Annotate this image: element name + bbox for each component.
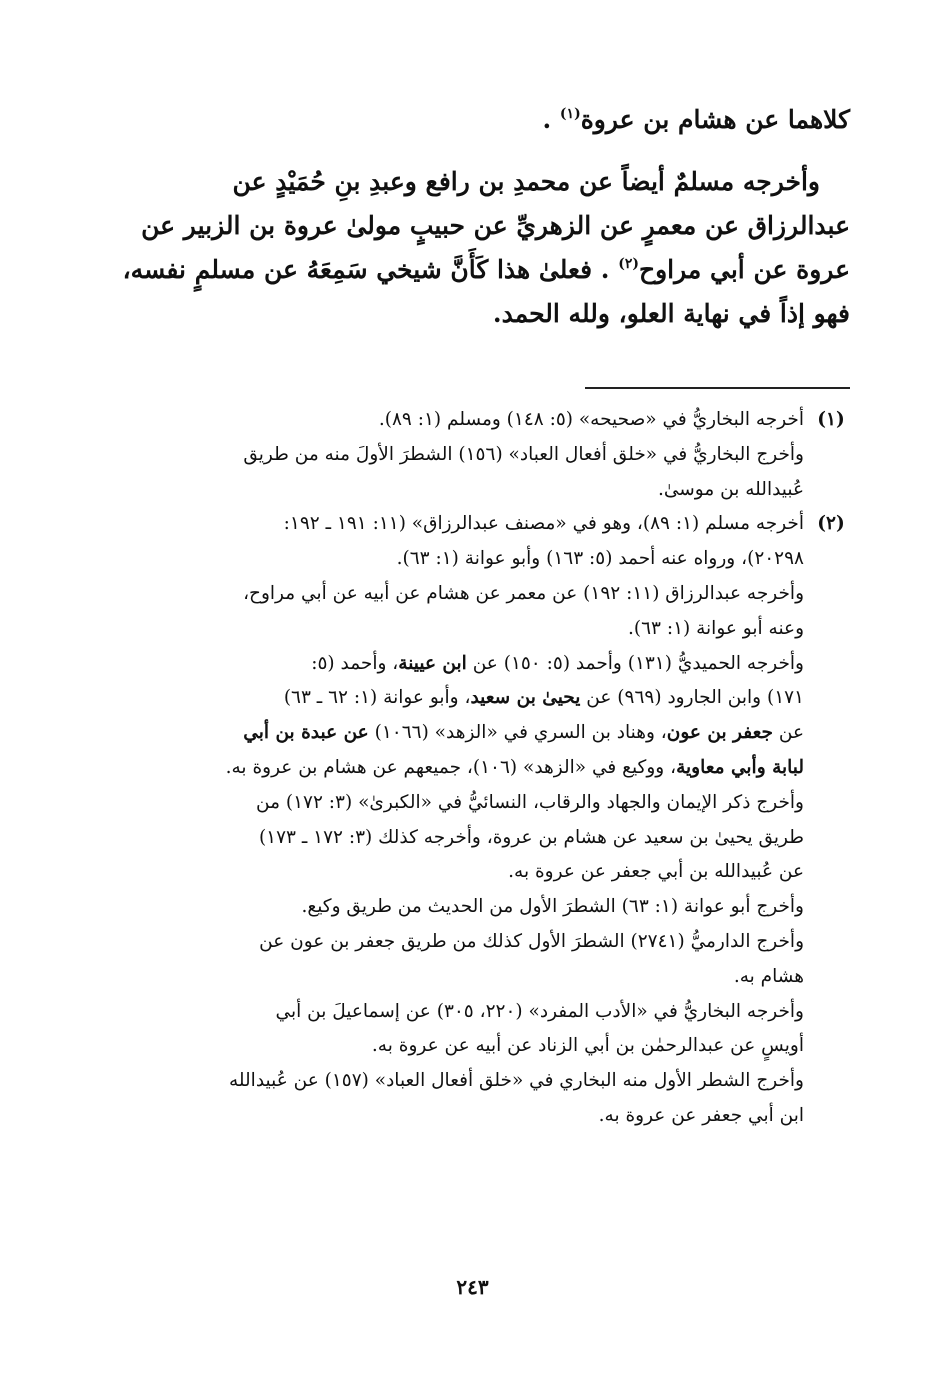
footnote-line [105,716,850,751]
footnote-line [105,542,850,577]
text-span: ، ووكيع في «الزهد» (١٠٦)، جميعهم عن هشام بن عروة به. [225,756,677,778]
footnote-line [105,890,850,925]
footnote-text: أخرجه مسلم (١: ٨٩)، وهو في «مصنف عبدالرزاق» (١١: ١٩١ ـ ١٩٢: [283,513,804,535]
footnote-text: وأخرجه البخاريُّ في «الأدب المفرد» (٢٢٠، ٣٠٥) عن إسماعيلَ بن أبي [275,1000,804,1022]
text-span: ، وأبو عوانة (١: ٦٢ ـ ٦٣) [283,687,471,709]
main-line-text: عروة عن أبي مراوح [638,255,850,284]
footnote-line [105,855,850,890]
footnote-line [105,438,850,473]
text-span: عن [778,722,804,744]
footnote-text [105,681,804,716]
footnote-number: (١) [817,409,845,430]
footnote-line [105,960,850,995]
footnote-line [105,507,850,542]
footnote-text [105,716,804,751]
text-span: ، وهناد بن السري في «الزهد» (١٠٦٦) [374,722,667,744]
text-span: ، وأحمد (٥: [311,652,399,674]
footnote-line [105,925,850,960]
bold-name: لبابة وأبي معاوية [676,756,804,778]
main-line [105,250,850,290]
footnote-text: عُبيدالله بن موسىٰ. [658,478,804,500]
footnote-line [105,821,850,856]
footnote-number: (٢) [817,513,845,535]
bold-name: يحيىٰ بن سعيد [470,687,581,709]
footnote-text: طريق يحيىٰ بن سعيد عن هشام بن عروة، وأخرجه كذلك (٣: ١٧٢ ـ ١٧٣) [258,826,804,848]
footnote-ref[interactable]: (٢) [618,256,639,272]
footnote-line [105,751,850,786]
footnote-text: وأخرج ذكر الإيمان والجهاد والرقاب، النسائيُّ في «الكبرىٰ» (٣: ١٧٢) من [256,791,804,813]
page-number: ٢٤٣ [456,1275,489,1299]
footnote-line [105,1099,850,1134]
main-line: عبدالرزاق عن معمرٍ عن الزهريِّ عن حبيبٍ مولىٰ عروة بن الزبير عن [141,211,850,240]
bold-name: جعفر بن عون [666,722,773,744]
footnote-line [105,995,850,1030]
footnote-ref[interactable]: (١) [559,106,581,122]
text-span: ١٧١) وابن الجارود (٩٦٩) عن [586,687,804,709]
footnote-separator [585,387,850,389]
footnote-text: وأخرج البخاريُّ في «خلق أفعال العباد» (١٥٦) الشطرَ الأولَ منه من طريق [243,443,804,465]
footnote-line [105,681,850,716]
footnote-text: هشام به. [733,965,804,987]
footnote-line [105,1029,850,1064]
main-line-text: كلاهما عن هشام بن عروة [580,105,850,134]
main-line-text: . فعلىٰ هذا كَأَنَّ شيخي سَمِعَهُ عن مسلمٍ نفسه، [122,255,610,284]
footnote-text: عن عُبيدالله بن أبي جعفر عن عروة به. [508,861,804,883]
footnote-text: وأخرجه عبدالرزاق (١١: ١٩٢) عن معمر عن هشام عن أبيه عن أبي مراوح، [243,582,804,604]
footnote-text: ٢٠٢٩٨)، ورواه عنه أحمد (٥: ١٦٣) وأبو عوانة (١: ٦٣). [396,548,804,570]
bold-name: عن عبدة بن أبي [243,722,369,744]
footnote-text: أويسٍ عن عبدالرحمٰن بن أبي الزناد عن أبيه عن عروة به. [371,1035,804,1057]
bold-name: ابن عيينة [398,652,467,674]
footnote-line [105,786,850,821]
footnote-line [105,403,850,438]
footnote-line [105,577,850,612]
footnote-text: وأخرج أبو عوانة (١: ٦٣) الشطرَ الأول من الحديث من طريق وكيع. [301,896,804,918]
footnote-text [105,647,804,682]
footnotes [105,403,850,1134]
footnote-line [105,473,850,508]
punctuation: . [542,105,552,134]
footnote-line [105,647,850,682]
footnote-text: ابن أبي جعفر عن عروة به. [598,1104,804,1126]
main-line [105,100,850,140]
text-span: وأخرجه الحميديُّ (١٣١) وأحمد (٥: ١٥٠) عن [472,652,804,674]
footnote-line [105,612,850,647]
footnote-text: أخرجه البخاريُّ في «صحيحه» (٥: ١٤٨) ومسلم (١: ٨٩). [378,409,804,430]
footnote-line [105,1064,850,1099]
footnote-text: وعنه أبو عوانة (١: ٦٣). [627,617,804,639]
main-line: وأخرجه مسلمٌ أيضاً عن محمدِ بن رافع وعبدِ بنِ حُمَيْدٍ عن [232,167,820,196]
footnote-text: وأخرج الشطر الأول منه البخاري في «خلق أفعال العباد» (١٥٧) عن عُبيدالله [229,1070,804,1092]
main-line: فهو إذاً في نهاية العلو، ولله الحمد. [492,299,850,328]
footnote-text: وأخرج الدارميُّ (٢٧٤١) الشطرَ الأول كذلك من طريق جعفر بن عون عن [259,930,804,952]
footnote-text [105,751,804,786]
